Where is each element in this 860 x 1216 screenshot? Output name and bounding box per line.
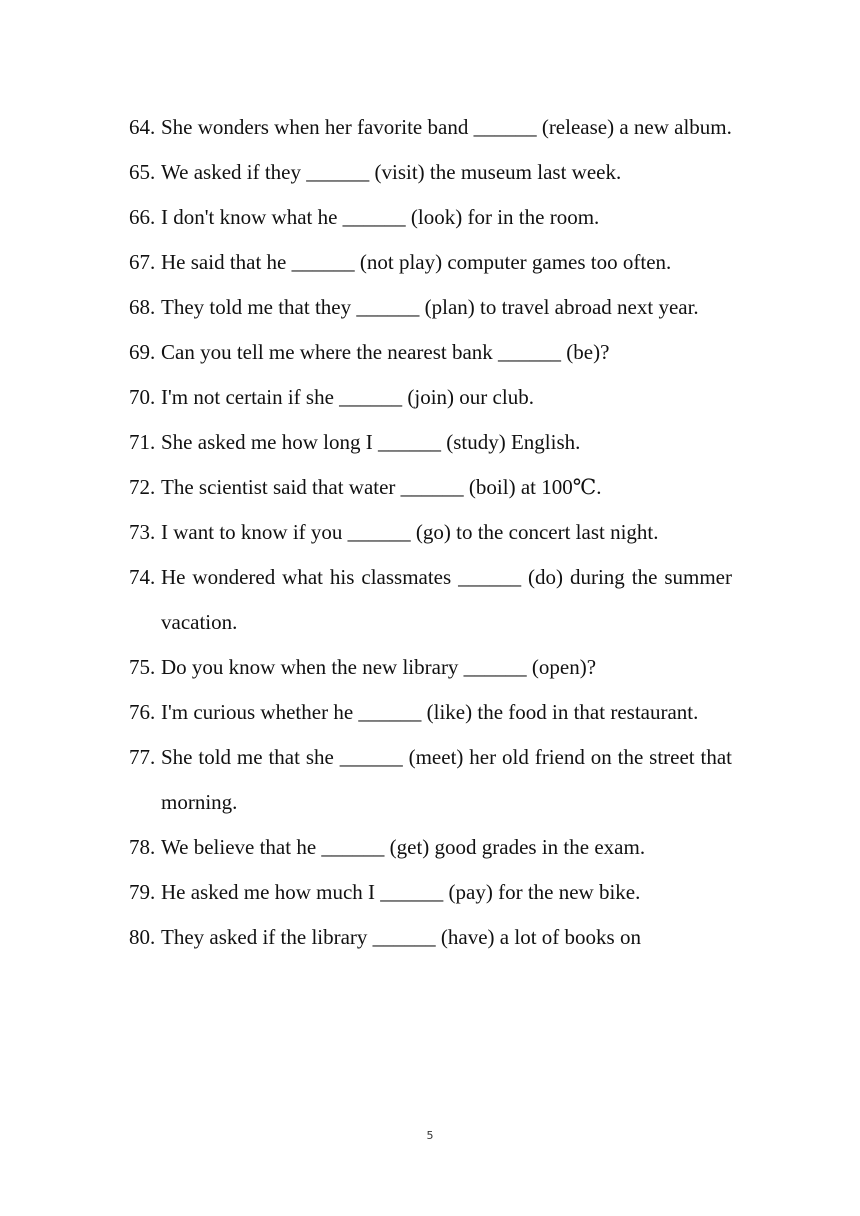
question-text: He wondered what his classmates ______ (do) during the summer vacation. [161, 565, 732, 634]
question-text: Do you know when the new library ______ (open)? [161, 655, 597, 679]
question-number: 80. [129, 925, 156, 949]
question-text: I'm not certain if she ______ (join) our club. [161, 385, 534, 409]
question-item [129, 420, 732, 465]
question-item [129, 825, 732, 870]
question-item [129, 735, 732, 825]
question-text: I want to know if you ______ (go) to the concert last night. [161, 520, 659, 544]
question-text: I'm curious whether he ______ (like) the food in that restaurant. [161, 700, 699, 724]
question-text: They told me that they ______ (plan) to travel abroad next year. [161, 295, 699, 319]
question-list [129, 105, 732, 960]
question-item [129, 690, 732, 735]
question-number: 69. [129, 340, 156, 364]
question-item [129, 915, 732, 960]
question-number: 79. [129, 880, 156, 904]
question-item [129, 150, 732, 195]
question-number: 72. [129, 475, 156, 499]
question-number: 66. [129, 205, 156, 229]
question-text: He said that he ______ (not play) computer games too often. [161, 250, 672, 274]
question-item [129, 375, 732, 420]
question-number: 73. [129, 520, 156, 544]
question-item [129, 240, 732, 285]
question-item [129, 285, 732, 330]
question-item [129, 330, 732, 375]
question-number: 65. [129, 160, 156, 184]
question-text: We asked if they ______ (visit) the museum last week. [161, 160, 622, 184]
question-number: 77. [129, 745, 156, 769]
question-number: 74. [129, 565, 156, 589]
question-text: She asked me how long I ______ (study) English. [161, 430, 581, 454]
question-number: 70. [129, 385, 156, 409]
question-number: 76. [129, 700, 156, 724]
question-number: 71. [129, 430, 156, 454]
question-number: 67. [129, 250, 156, 274]
question-item [129, 870, 732, 915]
question-item [129, 465, 732, 510]
question-item [129, 510, 732, 555]
question-number: 78. [129, 835, 156, 859]
page-number: 5 [426, 1129, 434, 1142]
question-text: The scientist said that water ______ (boil) at 100℃. [161, 475, 602, 499]
question-item [129, 645, 732, 690]
question-number: 68. [129, 295, 156, 319]
question-item [129, 105, 732, 150]
question-text: She wonders when her favorite band ______ (release) a new album. [161, 115, 732, 139]
question-text: I don't know what he ______ (look) for in the room. [161, 205, 600, 229]
question-number: 64. [129, 115, 156, 139]
question-text: They asked if the library ______ (have) a lot of books on [161, 925, 641, 949]
question-text: She told me that she ______ (meet) her old friend on the street that morning. [161, 745, 732, 814]
question-item [129, 195, 732, 240]
question-text: Can you tell me where the nearest bank ______ (be)? [161, 340, 610, 364]
question-number: 75. [129, 655, 156, 679]
question-item [129, 555, 732, 645]
question-text: We believe that he ______ (get) good grades in the exam. [161, 835, 646, 859]
question-text: He asked me how much I ______ (pay) for the new bike. [161, 880, 641, 904]
